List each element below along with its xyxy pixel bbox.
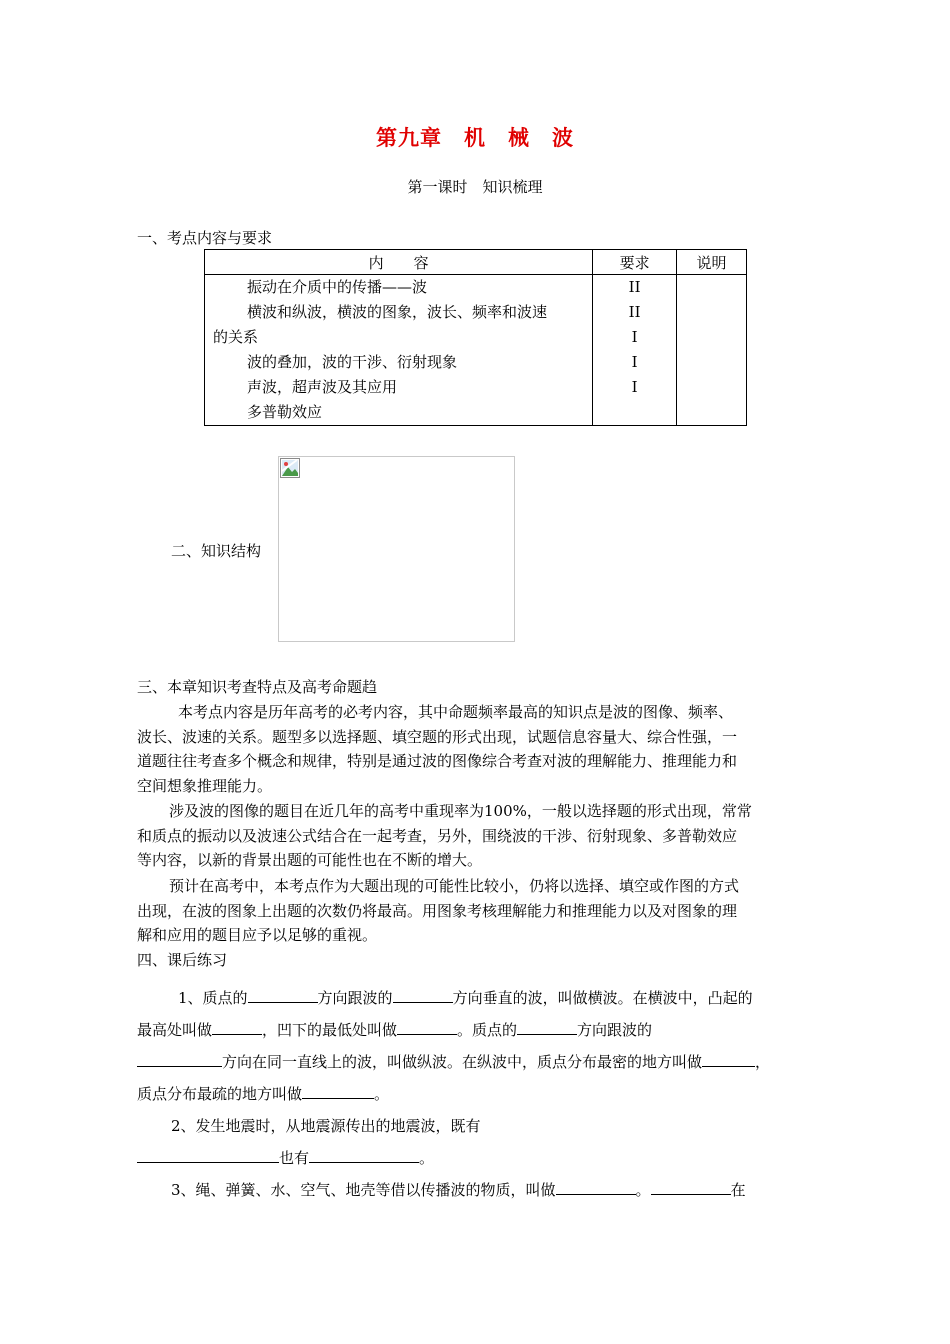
section4-heading: 四、课后练习	[137, 951, 228, 969]
fill-blank[interactable]	[702, 1052, 755, 1067]
requirement-value: II	[628, 303, 641, 321]
paragraph-line: 涉及波的图像的题目在近几年的高考中重现率为100%，一般以选择题的形式出现，常常	[169, 802, 752, 820]
requirements-table	[204, 249, 747, 426]
fill-blank[interactable]	[651, 1180, 731, 1195]
section3-paragraph-1	[137, 700, 817, 799]
section1-heading: 一、考点内容与要求	[137, 229, 273, 247]
broken-image-icon	[280, 458, 300, 478]
content-line: 振动在介质中的传播——波	[247, 278, 428, 296]
exercise-1-line-3: 方向在同一直线上的波，叫做纵波。在纵波中，质点分布最密的地方叫做 ，	[137, 1051, 770, 1072]
header-note: 说明	[676, 250, 746, 275]
header-content: 内 容	[205, 250, 593, 275]
fill-blank[interactable]	[309, 1148, 419, 1163]
table-header-row	[205, 250, 747, 275]
exercise-1-line-1: 1、质点的 方向跟波的 方向垂直的波，叫做横波。在横波中，凸起的	[178, 989, 753, 1007]
requirement-value: I	[631, 328, 638, 346]
fill-blank[interactable]	[397, 1020, 457, 1035]
fill-blank[interactable]	[137, 1148, 279, 1163]
fill-blank[interactable]	[248, 988, 318, 1003]
lesson-subtitle: 第一课时 知识梳理	[407, 178, 543, 196]
fill-blank[interactable]	[302, 1084, 374, 1099]
note-cell	[676, 275, 746, 426]
exercise-3-line-1: 3、绳、弹簧、水、空气、地壳等借以传播波的物质，叫做 。 在	[171, 1181, 746, 1199]
chapter-title: 第九章 机 械 波	[376, 125, 574, 150]
fill-blank[interactable]	[137, 1052, 222, 1067]
content-line: 横波和纵波，横波的图象，波长、频率和波速	[247, 303, 548, 321]
section3-paragraph-3	[137, 874, 817, 948]
requirement-value: I	[631, 353, 638, 371]
paragraph-line: 波长、波速的关系。题型多以选择题、填空题的形式出现，试题信息容量大、综合性强，一	[137, 727, 738, 746]
paragraph-line: 和质点的振动以及波速公式结合在一起考查，另外，围绕波的干涉、衍射现象、多普勒效应	[137, 826, 738, 845]
fill-blank[interactable]	[393, 988, 453, 1003]
knowledge-structure-image	[278, 456, 515, 642]
content-line: 的关系	[213, 328, 259, 346]
content-cell	[205, 275, 593, 426]
paragraph-line: 出现，在波的图象上出题的次数仍将最高。用图象考核理解能力和推理能力以及对图象的理	[137, 901, 738, 920]
content-line: 波的叠加，波的干涉、衍射现象	[247, 353, 458, 371]
paragraph-line: 空间想象推理能力。	[137, 777, 273, 796]
content-line: 多普勒效应	[247, 403, 323, 421]
paragraph-line: 本考点内容是历年高考的必考内容，其中命题频率最高的知识点是波的图像、频率、	[178, 703, 734, 721]
requirement-value: I	[631, 378, 638, 396]
paragraph-line: 等内容，以新的背景出题的可能性也在不断的增大。	[137, 851, 483, 870]
section3-paragraph-2	[137, 799, 817, 873]
paragraph-line: 解和应用的题目应予以足够的重视。	[137, 926, 378, 945]
fill-blank[interactable]	[517, 1020, 577, 1035]
section3-heading: 三、本章知识考查特点及高考命题趋	[137, 678, 378, 696]
content-line: 声波，超声波及其应用	[247, 378, 398, 396]
paragraph-line: 预计在高考中，本考点作为大题出现的可能性比较小，仍将以选择、填空或作图的方式	[169, 877, 740, 895]
fill-blank[interactable]	[212, 1020, 262, 1035]
exercise-1-line-2: 最高处叫做 ，凹下的最低处叫做 。质点的 方向跟波的	[137, 1021, 653, 1039]
paragraph-line: 道题往往考查多个概念和规律，特别是通过波的图像综合考查对波的理解能力、推理能力和	[137, 752, 738, 771]
table-body-row	[205, 275, 747, 426]
exercise-1-line-4: 质点分布最疏的地方叫做 。	[137, 1085, 390, 1103]
requirement-cell	[593, 275, 677, 426]
fill-blank[interactable]	[556, 1180, 636, 1195]
requirement-value: II	[628, 278, 641, 296]
section2-heading: 二、知识结构	[171, 542, 262, 560]
header-requirement: 要求	[593, 250, 677, 275]
exercise-2-line-2: 也有 。	[137, 1147, 434, 1168]
exercise-2-line-1: 2、发生地震时，从地震源传出的地震波，既有	[171, 1117, 481, 1135]
